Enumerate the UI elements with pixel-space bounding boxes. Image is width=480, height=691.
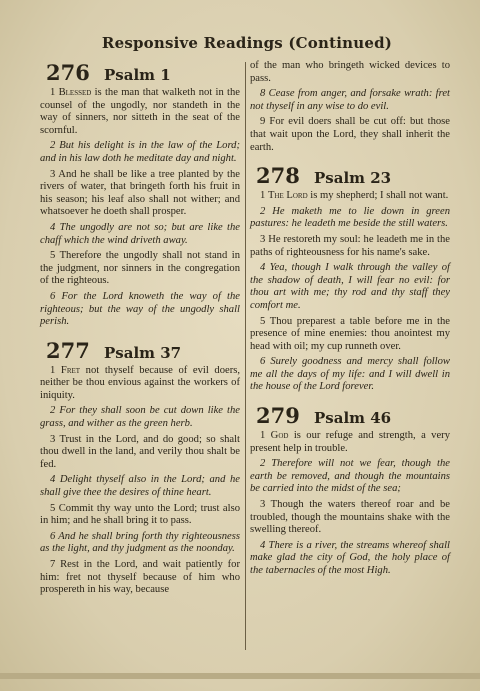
reading-number: 276 — [46, 60, 90, 85]
verse: 3 And he shall be like a tree planted by the rivers of water, that bringeth forth his fruit in his season; his leaf also shall not wither; and whatsoever he doeth shall prosper. — [40, 168, 240, 218]
reading-277-continued — [250, 60, 450, 154]
reading-number: 277 — [46, 337, 90, 363]
verse: 3 Trust in the Lord, and do good; so shalt thou dwell in the land, and verily thou shalt be fed. — [40, 433, 240, 470]
psalm-title: Psalm 1 — [104, 66, 171, 84]
verse-opening-word: The Lord — [267, 190, 308, 202]
psalm-title: Psalm 46 — [314, 409, 392, 428]
column-divider — [245, 62, 246, 650]
psalm-heading — [250, 403, 450, 428]
verse: 4 Delight thyself also in the Lord; and he shall give thee the desires of thine heart. — [40, 474, 240, 499]
verse-opening-word: 1 Blessed — [50, 87, 92, 98]
verse: 2 He maketh me to lie down in green pastures: he leadeth me beside the still waters. — [250, 205, 450, 230]
reading-279 — [250, 403, 450, 578]
verse: 1 Fret not thyself because of evil doers, neither be thou envious against the workers of iniquity. — [40, 364, 241, 401]
verse: of the man who bringeth wicked devices to pass. — [250, 60, 450, 84]
reading-277 — [40, 338, 240, 597]
verse: 2 Therefore will not we fear, though the earth be removed, and though the mountains be carried into the midst of the sea; — [250, 458, 450, 495]
verse: 1 Blessed is the man that walketh not in the counsel of the ungodly, nor standeth in the way of sinners, nor sitteth in the seat of the scornful. — [40, 87, 240, 136]
left-column — [40, 60, 240, 600]
verse: 5 Therefore the ungodly shall not stand in the judgment, nor sinners in the congregation of the righteous. — [40, 250, 240, 287]
psalm-heading — [250, 163, 450, 188]
verse: 8 Cease from anger, and forsake wrath: fret not thyself in any wise to do evil. — [250, 88, 450, 112]
psalm-title: Psalm 37 — [104, 343, 182, 362]
verse: 3 Though the waters thereof roar and be troubled, though the mountains shake with the swelling thereof. — [250, 499, 450, 536]
verse: 2 For they shall soon be cut down like the grass, and wither as the green herb. — [40, 405, 240, 430]
verse: 4 There is a river, the streams whereof shall make glad the city of God, the holy place of the tabernacles of the most High. — [250, 539, 450, 576]
verse: 6 And he shall bring forth thy righteousness as the light, and thy judgment as the noonday. — [40, 530, 240, 555]
verse: 5 Commit thy way unto the Lord; trust also in him; and he shall bring it to pass. — [40, 502, 240, 527]
verse: 1 The Lord is my shepherd; I shall not want. — [260, 190, 449, 202]
verse: 9 For evil doers shall be cut off: but those that wait upon the Lord, they shall inherit the earth. — [250, 116, 450, 153]
verse: 4 The ungodly are not so; but are like the chaff which the wind driveth away. — [40, 221, 240, 246]
psalm-heading — [40, 60, 240, 85]
verse: 7 Rest in the Lord, and wait patiently for him: fret not thyself because of him who prospereth in his way, because — [40, 559, 240, 596]
verse-opening-word: 1 Fret — [50, 364, 81, 376]
page-header: Responsive Readings (Continued) — [101, 34, 393, 52]
verse-opening-word: 1 God — [260, 430, 289, 442]
verse: 3 He restoreth my soul: he leadeth me in the paths of righteousness for his name's sake. — [250, 233, 450, 258]
reading-number: 278 — [256, 163, 300, 189]
reading-number: 279 — [256, 403, 300, 429]
reading-276 — [40, 60, 240, 329]
right-column — [250, 60, 450, 581]
verse: 4 Yea, though I walk through the valley of the shadow of death, I will fear no evil: for thou art with me; thy rod and thy staff they comfort me. — [250, 262, 450, 311]
page-bottom-edge — [0, 673, 480, 679]
verse: 1 God is our refuge and strength, a very present help in trouble. — [250, 430, 450, 454]
psalm-heading — [40, 338, 240, 363]
verse: 5 Thou preparest a table before me in the presence of mine enemies: thou anointest my head with oil; my cup runneth over. — [250, 315, 450, 352]
psalm-title: Psalm 23 — [314, 169, 392, 188]
verse: 2 But his delight is in the law of the Lord; and in his law doth he meditate day and night. — [40, 140, 240, 164]
verse: 6 For the Lord knoweth the way of the righteous; but the way of the ungodly shall perish. — [40, 290, 240, 328]
verse: 6 Surely goodness and mercy shall follow me all the days of my life: and I will dwell in the house of the Lord forever. — [250, 356, 450, 393]
reading-278 — [250, 163, 450, 394]
